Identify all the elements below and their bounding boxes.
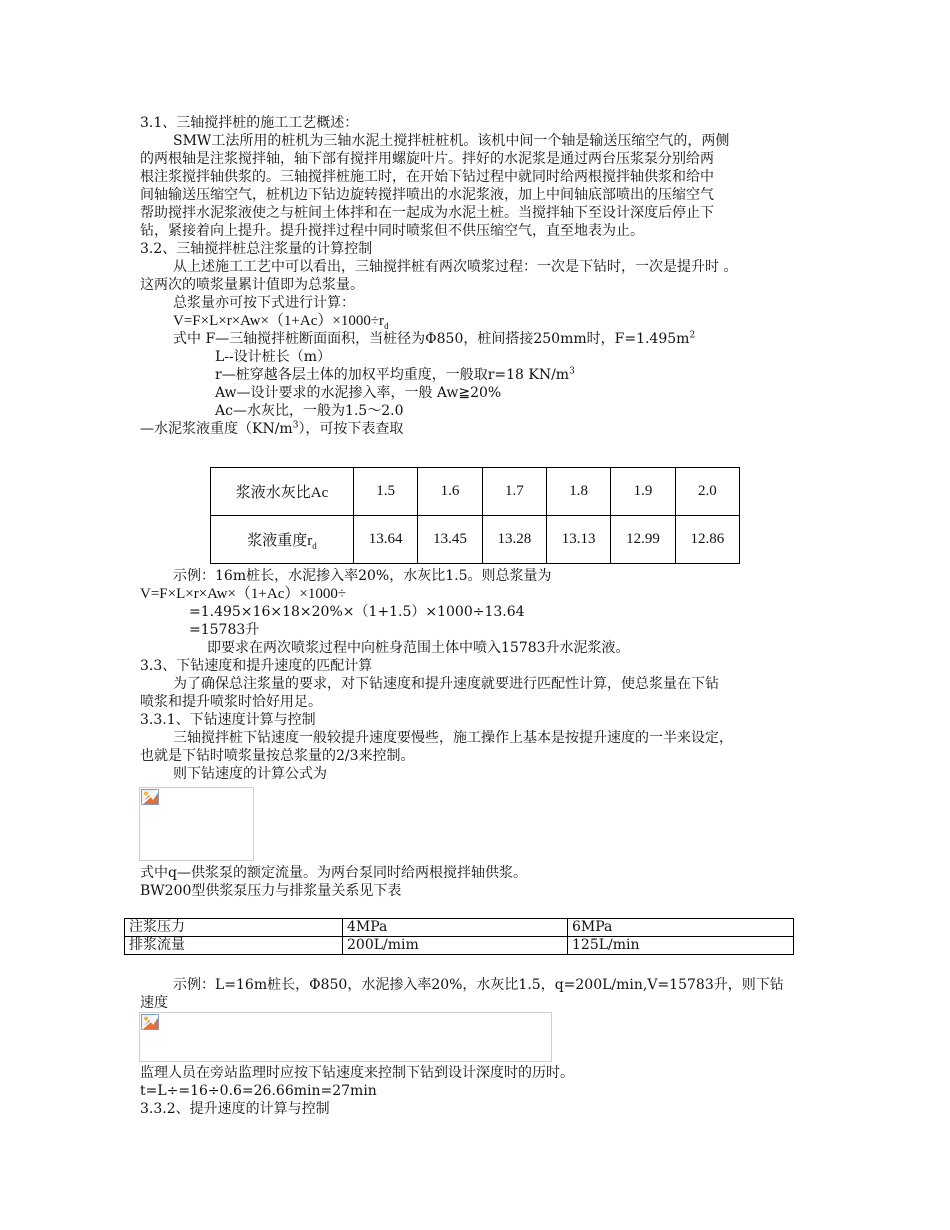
variable-definition-f: 式中 F—三轴搅拌桩断面面积，当桩径为Φ850，桩间搭接250mm时，$F=1.495m^2$ <box>173 330 696 347</box>
table-cell: 1.9 <box>611 468 675 516</box>
broken-image-icon <box>141 789 159 805</box>
slurry-density-table <box>210 467 740 564</box>
section-3-1-paragraph-line: 根注浆搅拌轴供浆的。三轴搅拌桩施工时，在开始下钻过程中就同时给两根搅拌轴供浆和给中 <box>140 169 714 185</box>
example-1-calculation: =1.495×16×18×20%×（1+1.5）×1000÷13.64 <box>189 604 525 620</box>
variable-definition-aw: Aw—设计要求的水泥掺入率，一般 Aw≧20% <box>215 385 502 401</box>
supervision-note: 监理人员在旁站监理时应按下钻速度来控制下钻到设计深度时的历时。 <box>140 1065 574 1081</box>
example-1-result: =15783升 <box>189 622 260 638</box>
section-3-1-paragraph-line: SMW工法所用的桩机为三轴水泥土搅拌桩桩机。该机中间一个轴是输送压缩空气的，两侧 <box>173 133 730 149</box>
section-3-2-heading: 3.2、三轴搅拌桩总注浆量的计算控制 <box>140 241 373 257</box>
section-3-3-2-heading: 3.3.2、提升速度的计算与控制 <box>140 1101 330 1117</box>
drill-time-calculation: t=L÷=16÷0.6=26.66min=27min <box>140 1083 377 1099</box>
variable-definition-l: L--设计桩长（m） <box>215 349 332 365</box>
table-row <box>125 919 794 937</box>
section-3-3-heading: 3.3、下钻速度和提升速度的匹配计算 <box>140 658 373 674</box>
table-header-cell: 浆液重度$r_d$ <box>211 516 354 564</box>
table-cell: 4MPa <box>343 919 568 937</box>
section-3-3-1-paragraph-line: 则下钻速度的计算公式为 <box>173 766 327 782</box>
table-cell: 1.5 <box>354 468 418 516</box>
variable-definition-r: r—桩穿越各层土体的加权平均重度，一般取r=18 $KN/m^3$ <box>215 366 575 383</box>
table-cell: 12.99 <box>611 516 675 564</box>
pump-table-intro: BW200型供浆泵压力与排浆量关系见下表 <box>140 883 402 899</box>
table-header-cell: 注浆压力 <box>125 919 343 937</box>
example-1-formula: V=F×L×r×Aw×（1+Ac）×1000÷ <box>140 586 347 602</box>
flow-rate-note: 式中q—供浆泵的额定流量。为两台泵同时给两根搅拌轴供浆。 <box>140 865 527 881</box>
section-3-2-paragraph-line: 总浆量亦可按下式进行计算： <box>173 295 355 311</box>
formula-image-placeholder <box>139 787 254 861</box>
table-cell: 1.8 <box>546 468 610 516</box>
section-3-1-paragraph-line: 钻，紧接着向上提升。提升搅拌过程中同时喷浆但不供压缩空气，直至地表为止。 <box>140 223 644 239</box>
example-1-conclusion: 即要求在两次喷浆过程中向桩身范围土体中喷入15783升水泥浆液。 <box>207 640 630 656</box>
table-cell: 125L/min <box>568 937 794 955</box>
section-3-3-1-heading: 3.3.1、下钻速度计算与控制 <box>140 712 316 728</box>
variable-definition-ac: Ac—水灰比，一般为1.5～2.0 <box>215 403 404 419</box>
example-2-line: 示例：L=16m桩长，Φ850，水泥掺入率20%，水灰比1.5，q=200L/min,V=15783升，则下钻 <box>173 977 784 993</box>
table-row <box>125 937 794 955</box>
section-3-2-paragraph-line: 这两次的喷浆量累计值即为总浆量。 <box>140 277 364 293</box>
table-cell: 1.6 <box>418 468 482 516</box>
formula-image-placeholder <box>139 1012 552 1062</box>
table-cell: 6MPa <box>568 919 794 937</box>
section-3-3-paragraph-line: 喷浆和提升喷浆时恰好用足。 <box>140 694 322 710</box>
total-volume-formula: $V=F\times L\times r\times Aw\times(1+Ac)\times 1000\div r_d$ <box>173 313 389 331</box>
table-header-cell: 浆液水灰比Ac <box>211 468 354 516</box>
broken-image-icon <box>141 1014 159 1030</box>
table-cell: 2.0 <box>675 468 739 516</box>
table-cell: 13.28 <box>482 516 546 564</box>
pump-pressure-table <box>124 918 794 955</box>
table-cell: 200L/mim <box>343 937 568 955</box>
section-3-1-heading: 3.1、三轴搅拌桩的施工工艺概述： <box>140 115 359 131</box>
table-cell: 1.7 <box>482 468 546 516</box>
section-3-1-paragraph-line: 间轴输送压缩空气，桩机边下钻边旋转搅拌喷出的水泥浆液，加上中间轴底部喷出的压缩空气 <box>140 187 714 203</box>
section-3-2-paragraph-line: 从上述施工工艺中可以看出，三轴搅拌桩有两次喷浆过程：一次是下钻时，一次是提升时 。 <box>173 259 738 275</box>
section-3-3-paragraph-line: 为了确保总注浆量的要求，对下钻速度和提升速度就要进行匹配性计算，使总浆量在下钻 <box>173 676 719 692</box>
table-header-cell: 排浆流量 <box>125 937 343 955</box>
example-1-intro: 示例：16m桩长，水泥掺入率20%，水灰比1.5。则总浆量为 <box>173 568 552 584</box>
example-2-line: 速度 <box>140 995 168 1011</box>
variable-definition-rd: —水泥浆液重度$(KN/m^3)$，可按下表查取 <box>140 420 404 437</box>
table-cell: 13.45 <box>418 516 482 564</box>
section-3-1-paragraph-line: 的两根轴是注浆搅拌轴，轴下部有搅拌用螺旋叶片。拌好的水泥浆是通过两台压浆泵分别给两 <box>140 151 714 167</box>
table-cell: 12.86 <box>675 516 739 564</box>
section-3-1-paragraph-line: 帮助搅拌水泥浆液使之与桩间土体拌和在一起成为水泥土桩。当搅拌轴下至设计深度后停止下 <box>140 205 714 221</box>
section-3-3-1-paragraph-line: 也就是下钻时喷浆量按总浆量的2/3来控制。 <box>140 748 415 764</box>
table-cell: 13.64 <box>354 516 418 564</box>
table-row <box>211 516 740 564</box>
table-cell: 13.13 <box>546 516 610 564</box>
table-row <box>211 468 740 516</box>
section-3-3-1-paragraph-line: 三轴搅拌桩下钻速度一般较提升速度要慢些，施工操作上基本是按提升速度的一半来设定， <box>173 730 733 746</box>
